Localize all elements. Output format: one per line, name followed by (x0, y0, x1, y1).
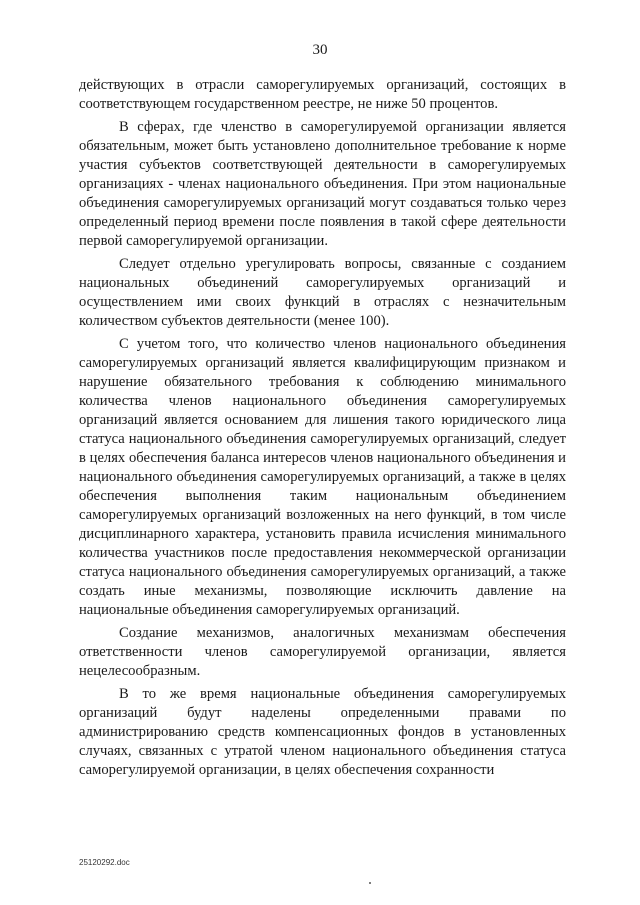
footer-filename: 25120292.doc (79, 858, 130, 867)
paragraph-member-count-rules: С учетом того, что количество членов национального объединения саморегулируемых организаций является квалифицирующим признаком и нарушение обязательного требования к соблюдению минимального количества членов национального объединения саморегулируемых организаций является основанием для лишения такого юридического лица статуса национального объединения саморегулируемых организаций, следует в целях обеспечения баланса интересов членов национального объединения и национального объединения саморегулируемых организаций, а также в целях обеспечения выполнения таким национальным объединением саморегулируемых организаций возложенных на него функций, в том числе дисциплинарного характера, установить правила исчисления минимального количества участников после предоставления некоммерческой организации статуса национального объединения саморегулируемых организаций, а также создать иные механизмы, позволяющие исключить давление на национальные объединения саморегулируемых организаций. (79, 336, 566, 618)
paragraph-compensation-funds: В то же время национальные объединения саморегулируемых организаций будут наделены определенными правами по администрированию средств компенсационных фондов в установленных случаях, связанных с утратой членом национального объединения статуса саморегулируемой организации, в целях обеспечения сохранности (79, 686, 566, 778)
document-body (79, 76, 566, 780)
page-number: 30 (312, 42, 328, 58)
paragraph-small-industries: Следует отдельно урегулировать вопросы, связанные с созданием национальных объединений саморегулируемых организаций и осуществлением ими своих функций в отраслях с незначительным количеством субъектов деятельности (менее 100). (79, 256, 566, 329)
paragraph-membership-requirement: В сферах, где членство в саморегулируемой организации является обязательным, может быть установлено дополнительное требование к норме участия субъектов соответствующей деятельности в саморегулируемых организациях - членах национального объединения. При этом национальные объединения саморегулируемых организаций могут создаваться только через определенный период времени после появления в такой сфере деятельности первой саморегулируемой организации. (79, 119, 566, 249)
paragraph-continuation: действующих в отрасли саморегулируемых организаций, состоящих в соответствующем государственном реестре, не ниже 50 процентов. (79, 77, 566, 112)
scan-dot-mark (369, 882, 371, 884)
paragraph-liability-mechanisms: Создание механизмов, аналогичных механизмам обеспечения ответственности членов саморегулируемой организации, является нецелесообразным. (79, 625, 566, 679)
